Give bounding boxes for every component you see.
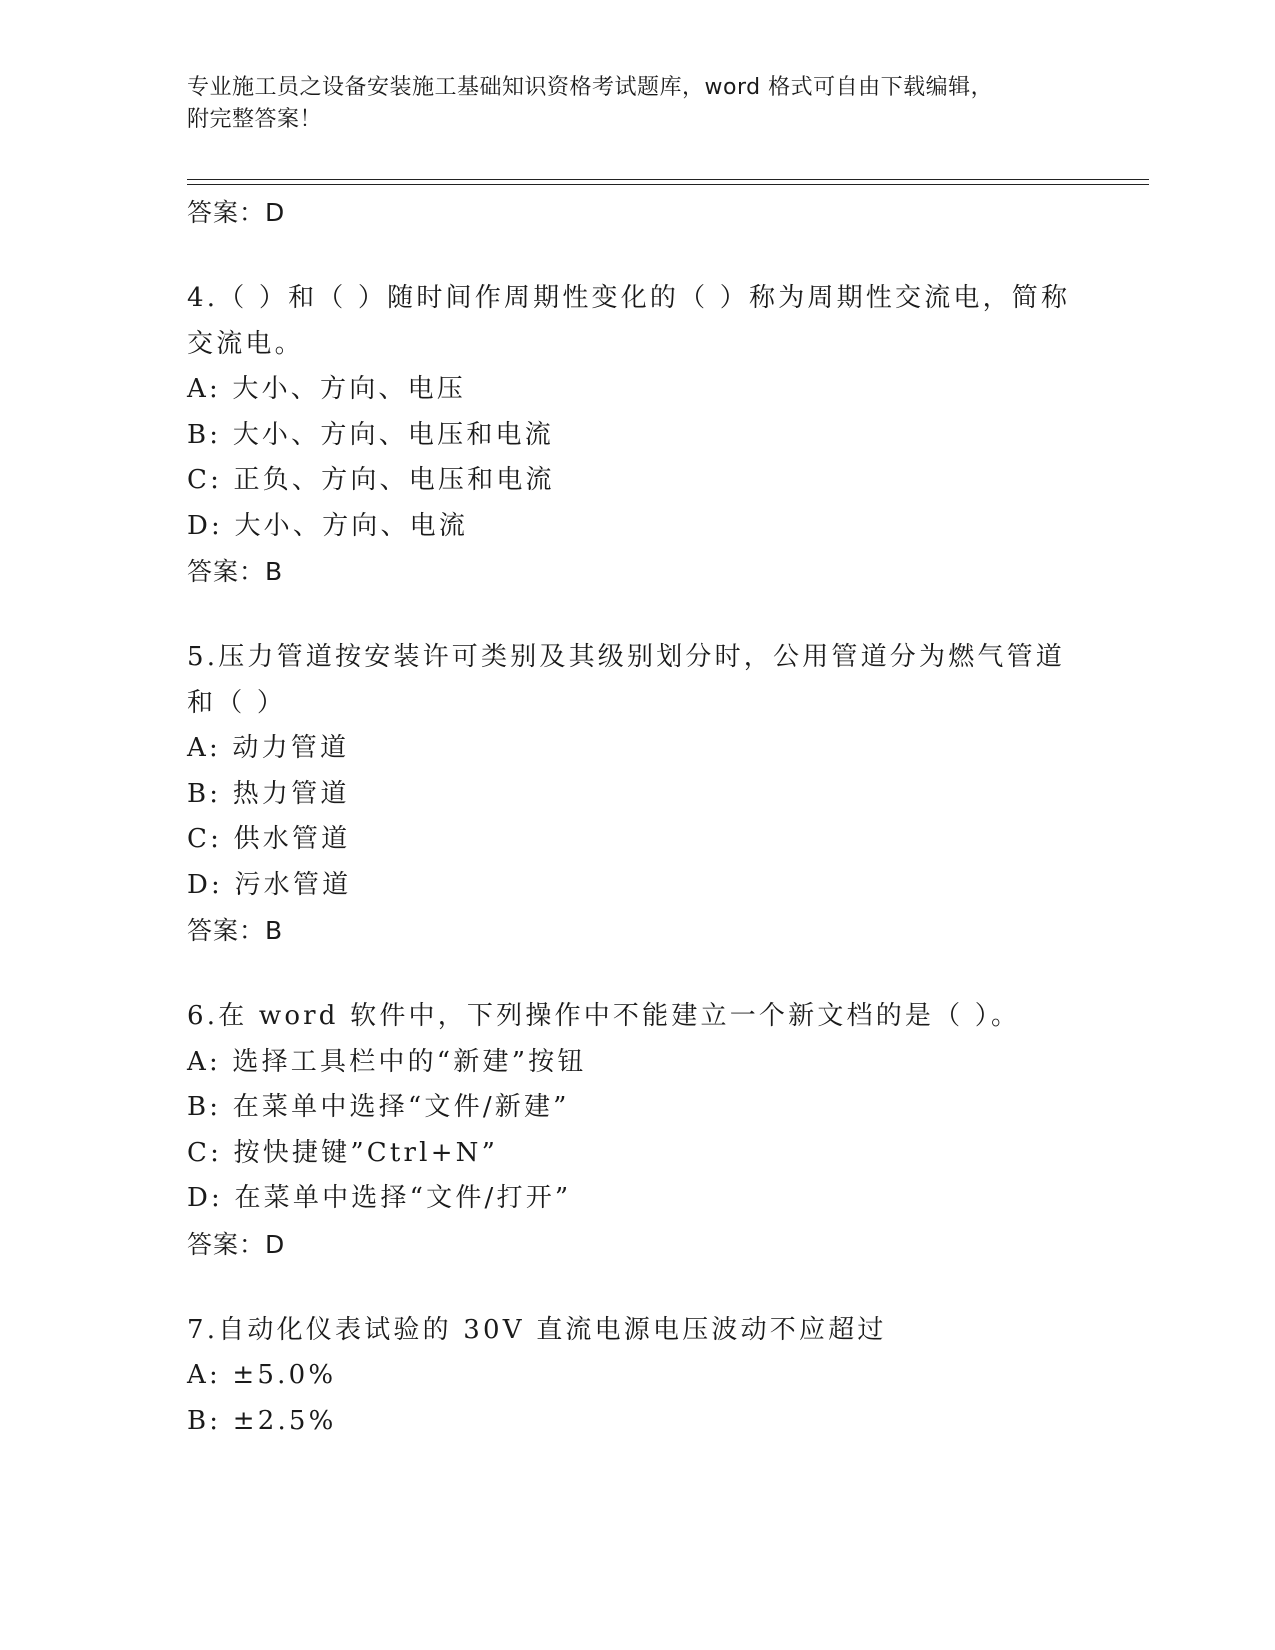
question-4-option-c: C: 正负、方向、电压和电流 [187,465,555,495]
question-4-stem-line-2: 交流电。 [187,328,304,359]
question-4 [187,276,1087,595]
question-5-option-a: A: 动力管道 [187,733,350,763]
question-5-option-b: B: 热力管道 [187,778,350,809]
header-divider-bottom [187,184,1149,185]
question-7 [187,1308,1087,1445]
question-6 [187,994,1087,1268]
question-5-option-c: C: 供水管道 [187,824,351,854]
question-5-stem-line-2: 和（ ） [187,687,287,718]
question-5-option-d: D: 污水管道 [187,869,352,900]
question-7-option-a: A: ±5.0% [187,1360,337,1390]
question-6-option-c: C: 按快捷键”Ctrl+N” [187,1137,499,1168]
question-6-answer: 答案：D [187,1229,286,1259]
question-6-option-d: D: 在菜单中选择“文件/打开” [187,1183,572,1213]
header-divider-top [187,179,1149,180]
question-7-stem: 7.自动化仪表试验的 30V 直流电源电压波动不应超过 [187,1314,887,1345]
question-4-option-b: B: 大小、方向、电压和电流 [187,419,554,450]
question-6-stem: 6.在 word 软件中，下列操作中不能建立一个新文档的是（ ）。 [187,1001,1021,1031]
question-5-stem-line-1: 5.压力管道按安装许可类别及其级别划分时，公用管道分为燃气管道 [187,642,1066,672]
question-6-option-a: A: 选择工具栏中的“新建”按钮 [187,1046,587,1077]
question-5-answer: 答案：B [187,916,284,945]
question-4-option-a: A: 大小、方向、电压 [187,374,467,404]
question-list [187,190,1087,1444]
document-header [187,72,1067,136]
question-7-option-b: B: ±2.5% [187,1405,337,1436]
header-line-2: 附完整答案！ [187,107,323,132]
question-4-answer: 答案：B [187,557,284,586]
question-6-option-b: B: 在菜单中选择“文件/新建” [187,1092,570,1122]
question-5 [187,635,1087,954]
header-line-1: 专业施工员之设备安装施工基础知识资格考试题库，word 格式可自由下载编辑， [187,75,994,100]
answer-q3: 答案：D [187,198,286,227]
question-4-option-d: D: 大小、方向、电流 [187,510,469,541]
question-4-stem-line-1: 4.（ ）和（ ）随时间作周期性变化的（ ）称为周期性交流电，简称 [187,283,1071,313]
